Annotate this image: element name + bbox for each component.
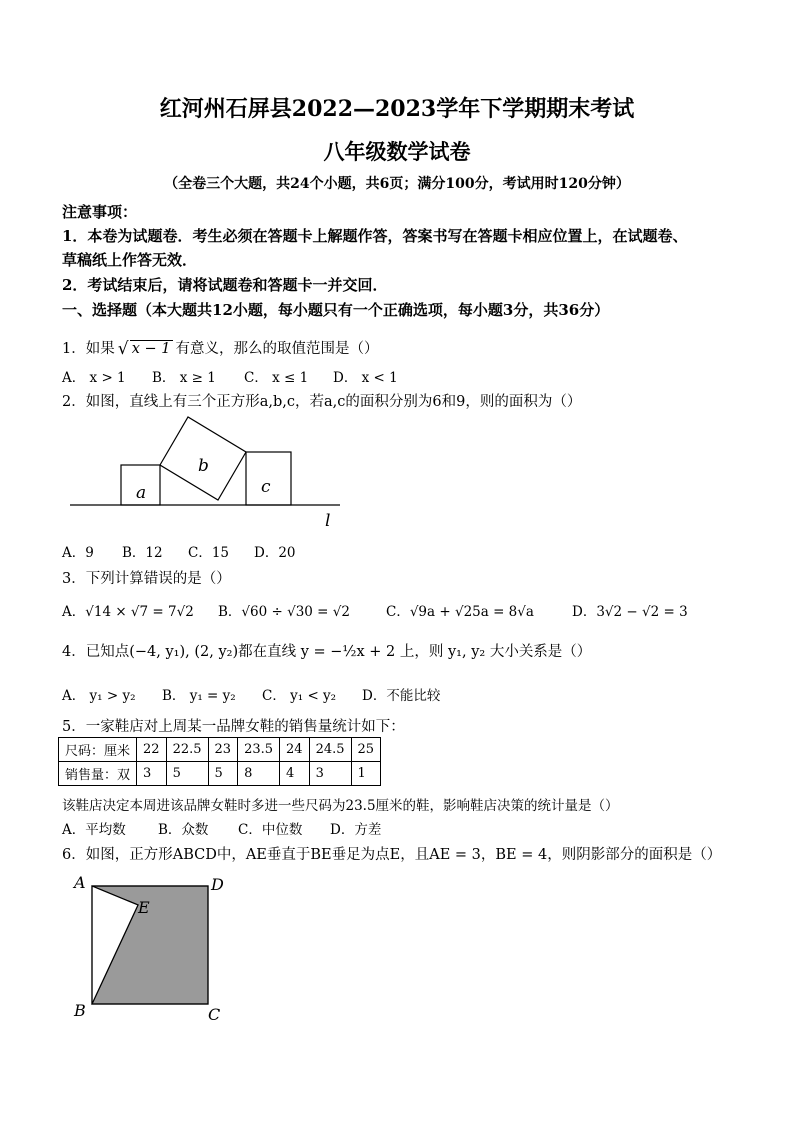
table-cell: 5 (166, 762, 208, 786)
table-cell: 销售量：双 (59, 762, 137, 786)
table-cell: 23.5 (238, 738, 280, 762)
q1-option-b[interactable]: B． x ≥ 1 (152, 370, 216, 386)
exam-subtitle: 八年级数学试卷 (323, 139, 471, 164)
q5-followup: 该鞋店决定本周进该品牌女鞋时多进一些尺码为23.5厘米的鞋，影响鞋店决策的统计量是（） (62, 798, 619, 814)
question-4: 4．已知点(−4, y₁), (2, y₂)都在直线 y = −½x + 2 上，则 y₁, y₂ 大小关系是（） (62, 644, 592, 660)
label-a: a (136, 483, 147, 503)
q1-radicand: x − 1 (131, 341, 171, 357)
q5-option-d[interactable]: D．方差 (330, 822, 382, 838)
q5-option-a[interactable]: A．平均数 (62, 822, 126, 838)
table-cell: 3 (309, 762, 351, 786)
q3-option-d[interactable]: D．3√2 − √2 = 3 (572, 604, 688, 620)
notes-heading: 注意事项： (62, 203, 138, 221)
q1-option-a[interactable]: A． x > 1 (62, 370, 126, 386)
q5-option-c[interactable]: C．中位数 (238, 822, 303, 838)
q2-option-d[interactable]: D．20 (254, 545, 296, 561)
note-item-2: 2．考试结束后，请将试题卷和答题卡一并交回． (62, 276, 388, 294)
table-cell: 3 (137, 762, 167, 786)
q1-option-d[interactable]: D． x < 1 (333, 370, 398, 386)
table-cell: 22.5 (166, 738, 208, 762)
question-5: 5．一家鞋店对上周某一品牌女鞋的销售量统计如下： (62, 719, 405, 735)
question-3: 3．下列计算错误的是（） (62, 571, 231, 587)
table-cell: 5 (208, 762, 238, 786)
exam-info: （全卷三个大题，共24个小题，共6页；满分100分，考试用时120分钟） (164, 176, 630, 192)
note-item-1: 1．本卷为试题卷．考生必须在答题卡上解题作答，答案书写在答题卡相应位置上，在试题卷、 (62, 227, 688, 245)
table-cell: 24.5 (309, 738, 351, 762)
label-b: b (198, 456, 209, 476)
q3-option-a[interactable]: A．√14 × √7 = 7√2 (62, 604, 194, 620)
label-D: D (211, 875, 224, 894)
table-cell: 23 (208, 738, 238, 762)
table-row (59, 762, 381, 786)
label-c: c (261, 477, 271, 497)
q3-option-c[interactable]: C．√9a + √25a = 8√a (386, 604, 534, 620)
table-cell: 22 (137, 738, 167, 762)
table-cell: 25 (351, 738, 381, 762)
q1-suffix: 有意义，那么的取值范围是（） (175, 341, 379, 357)
q4-option-c[interactable]: C． y₁ < y₂ (262, 688, 337, 704)
table-cell: 尺码：厘米 (59, 738, 137, 762)
q1-sqrt: √ x − 1 (117, 339, 171, 359)
q6-figure (68, 870, 238, 1030)
section-1-heading: 一、选择题（本大题共12小题，每小题只有一个正确选项，每小题3分，共36分） (62, 301, 610, 319)
question-1 (62, 337, 379, 358)
table-row (59, 738, 381, 762)
label-A: A (74, 873, 86, 892)
q5-option-b[interactable]: B．众数 (158, 822, 209, 838)
q2-option-a[interactable]: A．9 (62, 545, 94, 561)
question-2: 2．如图，直线上有三个正方形a,b,c，若a,c的面积分别为6和9，则的面积为（） (62, 394, 582, 410)
q2-option-b[interactable]: B．12 (122, 545, 163, 561)
q4-option-d[interactable]: D．不能比较 (362, 688, 441, 704)
exam-title: 红河州石屏县2022—2023学年下学期期末考试 (159, 96, 635, 122)
q4-option-a[interactable]: A． y₁ > y₂ (62, 688, 136, 704)
shoe-sales-table (58, 737, 381, 786)
q3-option-b[interactable]: B．√60 ÷ √30 = √2 (218, 604, 350, 620)
table-cell: 8 (238, 762, 280, 786)
q4-option-b[interactable]: B． y₁ = y₂ (162, 688, 236, 704)
label-E: E (138, 898, 150, 917)
note-item-1-cont: 草稿纸上作答无效． (62, 251, 198, 269)
question-6: 6．如图，正方形ABCD中，AE垂直于BE垂足为点E，且AE = 3，BE = 4，则阴影部分的面积是（） (62, 847, 722, 863)
q1-option-c[interactable]: C． x ≤ 1 (244, 370, 309, 386)
label-C: C (208, 1005, 221, 1024)
table-cell: 1 (351, 762, 381, 786)
label-line-l: l (325, 511, 331, 531)
table-cell: 4 (280, 762, 310, 786)
q2-figure (60, 412, 360, 537)
q1-prefix: 1．如果 (62, 341, 115, 357)
q2-option-c[interactable]: C．15 (188, 545, 230, 561)
label-B: B (74, 1001, 86, 1020)
table-cell: 24 (280, 738, 310, 762)
